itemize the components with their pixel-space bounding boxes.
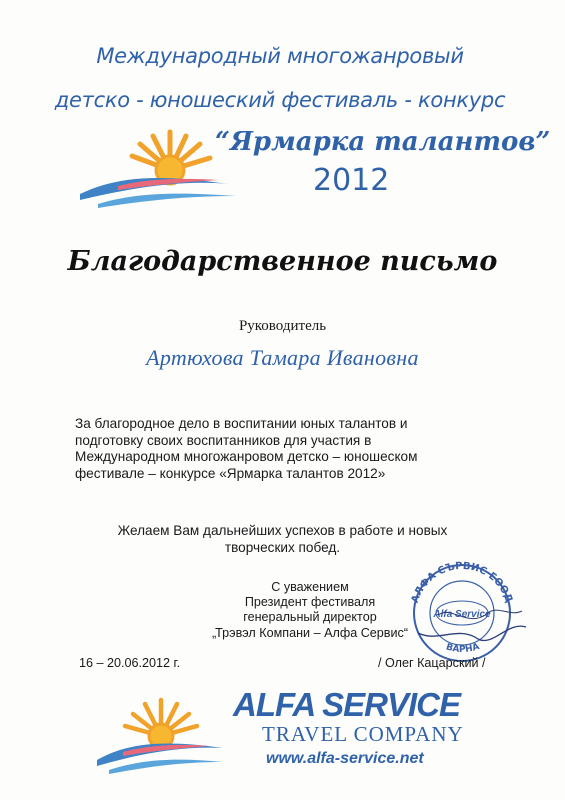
recipient-role: Руководитель <box>238 318 327 334</box>
signature-line: С уважением <box>271 580 349 594</box>
letter-title: Благодарственное письмо <box>67 246 498 277</box>
signature-block <box>195 580 425 641</box>
svg-text:ВАРНА <box>445 642 481 655</box>
company-brand: ALFA SERVICE <box>233 686 460 723</box>
svg-text:АЛФА СЪРВИС ЕООД <box>410 561 515 605</box>
header-line-1: Международный многожанровый <box>96 44 464 68</box>
stamp-top-text: АЛФА СЪРВИС ЕООД <box>409 560 515 605</box>
body-line: фестивале – конкурсе «Ярмарка талантов 2012» <box>75 465 386 481</box>
body-line: За благородное дело в воспитании юных талантов и <box>75 416 408 431</box>
letter-date: 16 – 20.06.2012 г. <box>79 656 181 670</box>
company-tagline: TRAVEL COMPANY <box>262 722 464 746</box>
festival-name: “Ярмарка талантов” <box>215 127 551 157</box>
festival-year: 2012 <box>313 163 390 198</box>
sun-logo-icon <box>78 112 238 210</box>
wish-line: творческих побед. <box>224 540 341 555</box>
recipient-name: Артюхова Тамара Ивановна <box>146 345 419 370</box>
signature-line: Президент фестиваля <box>244 595 376 610</box>
stamp-center-text: Alfa Service <box>433 609 491 620</box>
company-website-link[interactable]: www.alfa-service.net <box>266 750 424 767</box>
body-line: Международном многожанровом детско – юношеском <box>75 449 418 465</box>
body-line: подготовку своих воспитанников для участия в <box>75 432 372 448</box>
signature-line: „Трэвэл Компани – Алфа Сервис“ <box>211 625 409 640</box>
stamp-bottom-text: ВАРНА <box>444 641 481 656</box>
wish-text <box>100 522 465 556</box>
sun-logo-footer-icon <box>95 682 225 774</box>
signature-line: генеральный директор <box>243 610 377 625</box>
wish-line: Желаем Вам дальнейших успехов в работе и новых <box>117 523 448 538</box>
signer-name: / Олег Кацарский / <box>378 656 486 670</box>
header-line-2: детско - юношеский фестиваль - конкурс <box>54 88 506 112</box>
letter-body <box>75 416 493 482</box>
